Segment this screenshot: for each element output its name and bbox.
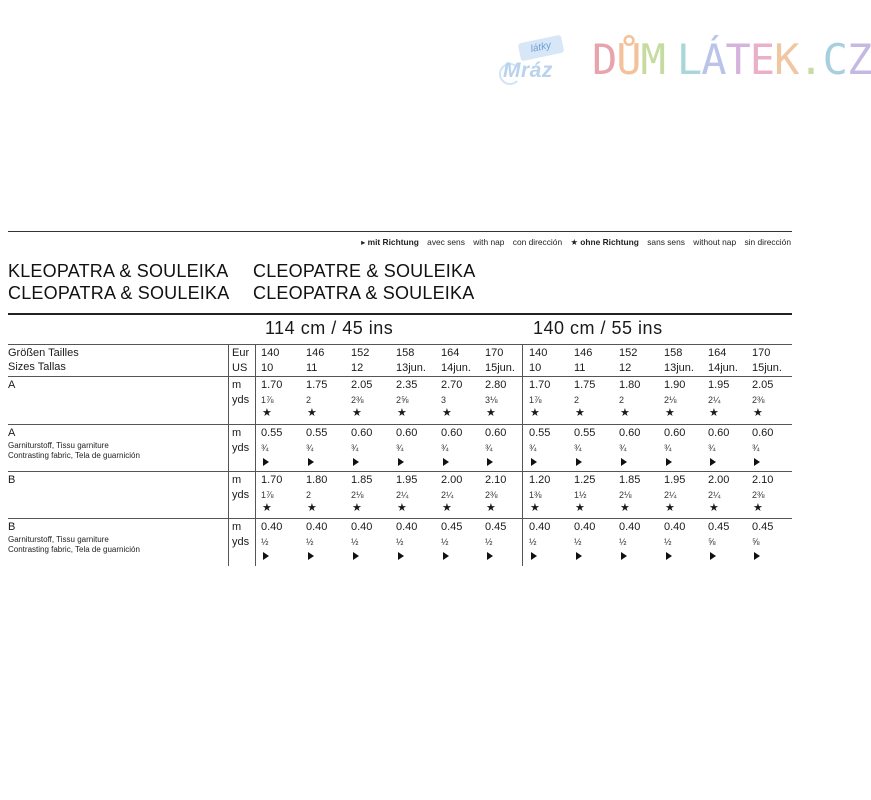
legend-sans-sens: sans sens (647, 237, 685, 247)
star-icon: ★ (442, 407, 452, 419)
meter-value: 1.70 (261, 474, 283, 486)
size-us: 14jun. (441, 362, 471, 374)
yard-value: ¾ (485, 443, 493, 453)
arrow-icon (353, 458, 359, 466)
arrow-icon (263, 552, 269, 560)
meter-value: 1.70 (529, 379, 551, 391)
table-divider (228, 344, 229, 566)
arrow-icon (531, 552, 537, 560)
dum-latek-logo (592, 30, 871, 90)
arrow-icon (710, 458, 716, 466)
yard-value: ¾ (396, 443, 404, 453)
yard-value: 2¼ (708, 490, 721, 500)
unit-m: m (232, 521, 242, 533)
yard-value: 2⅛ (619, 490, 632, 500)
logo-tag-text: látky (518, 35, 565, 62)
meter-value: 0.45 (485, 521, 507, 533)
yard-value: 2⅜ (485, 490, 498, 500)
meter-value: 0.40 (574, 521, 596, 533)
view-label: A (8, 379, 16, 391)
meter-value: 0.55 (574, 427, 596, 439)
size-us: 12 (351, 362, 364, 374)
yard-value: ½ (619, 537, 627, 547)
meter-value: 1.80 (306, 474, 328, 486)
width-header-114: 114 cm / 45 ins (265, 318, 394, 338)
size-us: 15jun. (752, 362, 782, 374)
unit-yds: yds (232, 489, 250, 501)
yard-value: 2⅜ (752, 490, 765, 500)
meter-value: 0.40 (261, 521, 283, 533)
meter-value: 0.45 (441, 521, 463, 533)
yard-value: ½ (529, 537, 537, 547)
unit-yds: yds (232, 536, 250, 548)
yard-value: ⅝ (708, 537, 716, 547)
meter-value: 1.95 (708, 379, 730, 391)
size-eur: 146 (574, 347, 593, 359)
meter-value: 0.60 (396, 427, 418, 439)
arrow-icon (754, 552, 760, 560)
yard-value: ½ (261, 537, 269, 547)
table-rule (8, 424, 792, 425)
yard-value: 2 (574, 395, 580, 405)
meter-value: 1.75 (306, 379, 328, 391)
table-rule (8, 471, 792, 472)
yard-value: ¾ (664, 443, 672, 453)
star-icon: ★ (352, 502, 362, 514)
size-eur: 152 (351, 347, 370, 359)
logo-letter: M (640, 35, 665, 84)
sizes-label-en-es: Sizes Tallas (8, 361, 66, 373)
arrow-icon (621, 458, 627, 466)
size-eur: 158 (664, 347, 683, 359)
unit-m: m (232, 379, 242, 391)
legend-avec-sens: avec sens (427, 237, 465, 247)
logo-letter: K (774, 35, 799, 84)
sizes-label-de-fr: Größen Tailles (8, 347, 79, 359)
arrow-icon (531, 458, 537, 466)
view-label: B (8, 474, 16, 486)
yard-value: 2¼ (708, 395, 721, 405)
unit-m: m (232, 474, 242, 486)
meter-value: 2.00 (441, 474, 463, 486)
meter-value: 1.95 (664, 474, 686, 486)
legend-con-direccion: con dirección (512, 237, 563, 247)
yard-value: ¾ (619, 443, 627, 453)
arrow-icon (398, 458, 404, 466)
meter-value: 0.60 (752, 427, 774, 439)
arrow-icon (621, 552, 627, 560)
logo-letter: E (749, 35, 775, 84)
yard-value: ½ (664, 537, 672, 547)
meter-value: 0.60 (664, 427, 686, 439)
yard-value: ¾ (261, 443, 269, 453)
yard-value: 2⅝ (396, 395, 409, 405)
yard-value: 2⅜ (752, 395, 765, 405)
size-us: 11 (306, 362, 318, 374)
star-icon: ★ (665, 502, 675, 514)
arrow-icon (666, 552, 672, 560)
yard-value: 2 (306, 490, 312, 500)
size-eur: 140 (529, 347, 548, 359)
logo-letter: Z (846, 35, 871, 84)
yard-value: 2⅜ (351, 395, 364, 405)
size-eur: 164 (441, 347, 460, 359)
yard-value: 2 (306, 395, 312, 405)
star-icon: ★ (262, 502, 272, 514)
star-icon: ★ (665, 407, 675, 419)
yard-value: ½ (351, 537, 359, 547)
yard-value: ¾ (529, 443, 537, 453)
size-eur: 164 (708, 347, 727, 359)
star-icon: ★ (352, 407, 362, 419)
arrow-icon (308, 552, 314, 560)
yard-value: ½ (441, 537, 449, 547)
us-label: US (232, 362, 248, 374)
star-icon: ★ (709, 407, 719, 419)
star-icon: ★ (262, 407, 272, 419)
star-icon: ★ (620, 502, 630, 514)
meter-value: 0.60 (708, 427, 730, 439)
arrow-icon (398, 552, 404, 560)
view-label: A (8, 427, 16, 439)
legend-with-nap: with nap (473, 237, 505, 247)
star-icon: ★ (397, 502, 407, 514)
yard-value: 2 (619, 395, 625, 405)
meter-value: 2.00 (708, 474, 730, 486)
meter-value: 0.40 (396, 521, 418, 533)
view-label: B (8, 521, 16, 533)
yard-value: ¾ (574, 443, 582, 453)
table-rule (8, 376, 792, 377)
logo-letter: Ů (616, 35, 641, 84)
logo-word-text: Mráz (503, 59, 553, 82)
unit-yds: yds (232, 442, 250, 454)
table-rule (8, 344, 792, 345)
arrow-icon (353, 552, 359, 560)
star-icon: ★ (486, 407, 496, 419)
arrow-icon (308, 458, 314, 466)
yard-value: ½ (485, 537, 493, 547)
yard-value: 2¼ (441, 490, 454, 500)
logo-letter: Á (701, 35, 726, 84)
arrow-icon (443, 552, 449, 560)
arrow-icon (576, 458, 582, 466)
logo-letter: L (676, 35, 702, 84)
size-us: 13jun. (396, 362, 426, 374)
title-row-1 (8, 260, 475, 282)
view-sublabel-de-fr: Garniturstoff, Tissu garniture (8, 535, 109, 544)
yard-value: ½ (574, 537, 582, 547)
star-icon: ★ (620, 407, 630, 419)
star-icon: ★ (575, 407, 585, 419)
legend-without-nap: without nap (693, 237, 737, 247)
arrow-icon (754, 458, 760, 466)
size-us: 12 (619, 362, 632, 374)
yard-value: ¾ (306, 443, 314, 453)
yard-value: 2¼ (664, 490, 677, 500)
meter-value: 1.80 (619, 379, 641, 391)
star-icon: ★ (486, 502, 496, 514)
yard-value: ¾ (752, 443, 760, 453)
title-de: KLEOPATRA & SOULEIKA (8, 261, 229, 281)
meter-value: 2.35 (396, 379, 418, 391)
size-us: 14jun. (708, 362, 738, 374)
yard-value: 2⅛ (664, 395, 677, 405)
yard-value: ½ (396, 537, 404, 547)
latky-mraz-logo (497, 35, 575, 93)
arrow-icon (487, 458, 493, 466)
meter-value: 0.40 (529, 521, 551, 533)
meter-value: 2.10 (485, 474, 507, 486)
size-us: 11 (574, 362, 586, 374)
size-us: 15jun. (485, 362, 515, 374)
meter-value: 0.60 (485, 427, 507, 439)
star-icon: ★ (307, 407, 317, 419)
star-icon: ★ (442, 502, 452, 514)
meter-value: 0.60 (619, 427, 641, 439)
size-eur: 152 (619, 347, 638, 359)
meter-value: 1.85 (351, 474, 373, 486)
pattern-titles (8, 260, 475, 304)
yard-value: 1⅞ (529, 395, 542, 405)
table-top-rule (8, 313, 792, 315)
star-icon: ★ (753, 502, 763, 514)
star-icon: ★ (397, 407, 407, 419)
meter-value: 0.40 (619, 521, 641, 533)
yard-value: ½ (306, 537, 314, 547)
meter-value: 2.70 (441, 379, 463, 391)
meter-value: 0.45 (708, 521, 730, 533)
meter-value: 0.55 (261, 427, 283, 439)
view-sublabel-en-es: Contrasting fabric, Tela de guarnición (8, 451, 140, 460)
yard-value: 3 (441, 395, 447, 405)
size-us: 10 (529, 362, 542, 374)
meter-value: 1.90 (664, 379, 686, 391)
size-eur: 140 (261, 347, 280, 359)
logo-letter: T (725, 35, 750, 84)
meter-value: 0.40 (351, 521, 373, 533)
star-icon: ★ (307, 502, 317, 514)
yard-value: 2¼ (396, 490, 409, 500)
nap-legend (361, 237, 791, 247)
yard-value: 1½ (574, 490, 587, 500)
legend-sin-direccion: sin dirección (744, 237, 791, 247)
meter-value: 1.20 (529, 474, 551, 486)
arrow-icon (576, 552, 582, 560)
table-rule (8, 518, 792, 519)
meter-value: 0.40 (306, 521, 328, 533)
meter-value: 1.70 (261, 379, 283, 391)
table-divider (522, 344, 523, 566)
yard-value: ¾ (441, 443, 449, 453)
size-us: 10 (261, 362, 274, 374)
meter-value: 1.75 (574, 379, 596, 391)
meter-value: 1.25 (574, 474, 596, 486)
size-eur: 170 (752, 347, 771, 359)
view-sublabel-de-fr: Garniturstoff, Tissu garniture (8, 441, 109, 450)
yard-value: 1⅞ (261, 490, 274, 500)
unit-yds: yds (232, 394, 250, 406)
meter-value: 1.85 (619, 474, 641, 486)
yard-value: 1⅜ (529, 490, 542, 500)
yard-value: 3⅛ (485, 395, 498, 405)
meter-value: 2.05 (752, 379, 774, 391)
arrow-icon (487, 552, 493, 560)
meter-value: 2.05 (351, 379, 373, 391)
yard-value: ¾ (708, 443, 716, 453)
top-divider (8, 231, 792, 232)
arrow-icon (710, 552, 716, 560)
title-row-2 (8, 282, 475, 304)
meter-value: 1.95 (396, 474, 418, 486)
legend-ohne-richtung: ★ ohne Richtung (570, 237, 639, 247)
star-icon: ★ (575, 502, 585, 514)
meter-value: 0.60 (351, 427, 373, 439)
eur-label: Eur (232, 347, 250, 359)
meter-value: 2.10 (752, 474, 774, 486)
meter-value: 0.55 (529, 427, 551, 439)
unit-m: m (232, 427, 242, 439)
meter-value: 0.45 (752, 521, 774, 533)
logo-letter: D (592, 35, 617, 84)
size-us: 13jun. (664, 362, 694, 374)
table-divider (255, 344, 256, 566)
arrow-icon (666, 458, 672, 466)
meter-value: 0.60 (441, 427, 463, 439)
meter-value: 2.80 (485, 379, 507, 391)
yard-value: ¾ (351, 443, 359, 453)
legend-mit-richtung: ▸ mit Richtung (361, 237, 419, 247)
meter-value: 0.40 (664, 521, 686, 533)
title-fr: CLEOPATRE & SOULEIKA (253, 261, 476, 281)
logo-letter: . (798, 35, 823, 84)
yard-value: 1⅞ (261, 395, 274, 405)
meter-value: 0.55 (306, 427, 328, 439)
star-icon: ★ (530, 502, 540, 514)
view-sublabel-en-es: Contrasting fabric, Tela de guarnición (8, 545, 140, 554)
width-header-140: 140 cm / 55 ins (533, 318, 663, 338)
logo-letter: C (822, 35, 847, 84)
size-eur: 170 (485, 347, 504, 359)
title-en: CLEOPATRA & SOULEIKA (8, 283, 230, 303)
yard-value: 2⅛ (351, 490, 364, 500)
title-es: CLEOPATRA & SOULEIKA (253, 283, 475, 303)
arrow-icon (443, 458, 449, 466)
star-icon: ★ (709, 502, 719, 514)
star-icon: ★ (753, 407, 763, 419)
size-eur: 146 (306, 347, 325, 359)
size-eur: 158 (396, 347, 415, 359)
star-icon: ★ (530, 407, 540, 419)
yard-value: ⅝ (752, 537, 760, 547)
arrow-icon (263, 458, 269, 466)
